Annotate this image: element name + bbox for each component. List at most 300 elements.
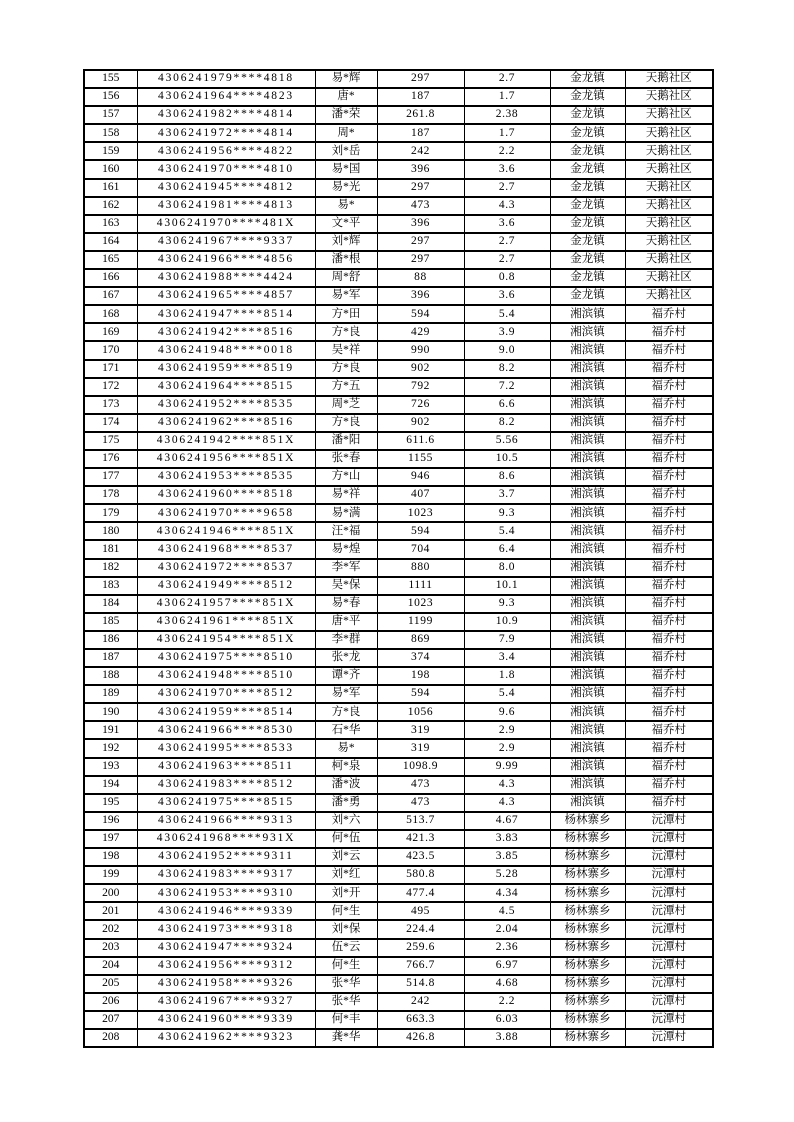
table-cell: 4306241975****8515 [137,794,315,812]
table-cell: 湘滨镇 [550,559,625,577]
table-cell: 福乔村 [625,414,713,432]
table-cell: 潘*阳 [315,432,377,450]
table-cell: 5.4 [464,522,550,540]
table-cell: 207 [84,1011,137,1029]
table-cell: 杨林寨乡 [550,993,625,1011]
table-cell: 611.6 [377,432,464,450]
table-row [84,540,713,558]
table-cell: 易*煌 [315,540,377,558]
table-cell: 175 [84,432,137,450]
table-cell: 易* [315,739,377,757]
table-cell: 湘滨镇 [550,685,625,703]
table-cell: 319 [377,739,464,757]
table-row [84,758,713,776]
table-cell: 178 [84,486,137,504]
table-cell: 4306241948****0018 [137,341,315,359]
table-cell: 4306241967****9327 [137,993,315,1011]
table-cell: 4306241962****9323 [137,1029,315,1047]
table-cell: 4.34 [464,884,550,902]
table-cell: 259.6 [377,939,464,957]
table-cell: 946 [377,468,464,486]
table-row [84,685,713,703]
table-cell: 191 [84,721,137,739]
table-cell: 174 [84,414,137,432]
table-cell: 湘滨镇 [550,305,625,323]
table-cell: 208 [84,1029,137,1047]
table-cell: 易* [315,197,377,215]
table-cell: 473 [377,794,464,812]
table-cell: 8.2 [464,360,550,378]
table-cell: 205 [84,975,137,993]
table-cell: 易*光 [315,179,377,197]
table-cell: 沅潭村 [625,884,713,902]
data-table [83,69,714,1048]
table-cell: 湘滨镇 [550,414,625,432]
table-cell: 1056 [377,703,464,721]
table-cell: 周*舒 [315,269,377,287]
table-cell: 8.6 [464,468,550,486]
table-cell: 福乔村 [625,468,713,486]
table-cell: 福乔村 [625,522,713,540]
table-cell: 4306241942****8516 [137,323,315,341]
table-cell: 297 [377,233,464,251]
table-cell: 湘滨镇 [550,631,625,649]
table-cell: 990 [377,341,464,359]
table-cell: 9.99 [464,758,550,776]
table-cell: 594 [377,685,464,703]
table-cell: 514.8 [377,975,464,993]
table-cell: 3.6 [464,215,550,233]
table-row [84,884,713,902]
table-cell: 189 [84,685,137,703]
table-cell: 1.8 [464,667,550,685]
table-cell: 天鹅社区 [625,251,713,269]
table-row [84,957,713,975]
table-cell: 199 [84,866,137,884]
table-row [84,215,713,233]
table-row [84,920,713,938]
table-row [84,269,713,287]
table-cell: 194 [84,776,137,794]
table-cell: 湘滨镇 [550,540,625,558]
table-cell: 湘滨镇 [550,667,625,685]
table-cell: 594 [377,522,464,540]
table-cell: 6.97 [464,957,550,975]
table-cell: 4306241970****4810 [137,160,315,178]
table-cell: 4306241995****8533 [137,739,315,757]
table-cell: 4306241946****851X [137,522,315,540]
table-cell: 2.2 [464,142,550,160]
table-row [84,305,713,323]
table-row [84,360,713,378]
table-cell: 杨林寨乡 [550,957,625,975]
table-cell: 福乔村 [625,450,713,468]
table-cell: 天鹅社区 [625,179,713,197]
table-cell: 方*良 [315,703,377,721]
table-cell: 刘*红 [315,866,377,884]
table-cell: 4306241960****9339 [137,1011,315,1029]
table-cell: 4306241954****851X [137,631,315,649]
table-cell: 柯*泉 [315,758,377,776]
table-cell: 湘滨镇 [550,758,625,776]
table-cell: 天鹅社区 [625,124,713,142]
table-cell: 4306241942****851X [137,432,315,450]
table-cell: 4306241952****8535 [137,396,315,414]
table-cell: 沅潭村 [625,939,713,957]
table-cell: 天鹅社区 [625,269,713,287]
table-cell: 477.4 [377,884,464,902]
table-cell: 天鹅社区 [625,287,713,305]
table-cell: 福乔村 [625,595,713,613]
table-row [84,70,713,88]
table-cell: 潘*波 [315,776,377,794]
table-cell: 刘*岳 [315,142,377,160]
table-cell: 福乔村 [625,486,713,504]
table-cell: 4306241947****8514 [137,305,315,323]
table-cell: 湘滨镇 [550,739,625,757]
table-cell: 湘滨镇 [550,323,625,341]
table-cell: 福乔村 [625,739,713,757]
table-cell: 580.8 [377,866,464,884]
table-cell: 198 [84,848,137,866]
table-cell: 182 [84,559,137,577]
table-cell: 473 [377,197,464,215]
table-cell: 4306241968****8537 [137,540,315,558]
table-row [84,160,713,178]
table-cell: 湘滨镇 [550,794,625,812]
table-cell: 4306241964****8515 [137,378,315,396]
table-cell: 206 [84,993,137,1011]
table-cell: 杨林寨乡 [550,939,625,957]
table-cell: 4306241962****8516 [137,414,315,432]
table-cell: 9.6 [464,703,550,721]
table-row [84,830,713,848]
table-cell: 242 [377,142,464,160]
table-cell: 湘滨镇 [550,450,625,468]
table-cell: 吴*保 [315,577,377,595]
table-cell: 金龙镇 [550,142,625,160]
table-cell: 421.3 [377,830,464,848]
table-cell: 湘滨镇 [550,613,625,631]
table-cell: 0.8 [464,269,550,287]
table-cell: 396 [377,160,464,178]
table-row [84,649,713,667]
table-cell: 155 [84,70,137,88]
table-row [84,124,713,142]
table-cell: 方*良 [315,360,377,378]
table-cell: 6.03 [464,1011,550,1029]
table-cell: 4306241956****9312 [137,957,315,975]
table-cell: 88 [377,269,464,287]
table-cell: 183 [84,577,137,595]
table-cell: 2.9 [464,721,550,739]
table-row [84,559,713,577]
table-cell: 4306241956****851X [137,450,315,468]
table-cell: 423.5 [377,848,464,866]
table-row [84,504,713,522]
table-cell: 福乔村 [625,432,713,450]
table-row [84,631,713,649]
table-cell: 天鹅社区 [625,160,713,178]
table-cell: 4306241947****9324 [137,939,315,957]
table-cell: 902 [377,360,464,378]
table-cell: 180 [84,522,137,540]
table-row [84,993,713,1011]
table-cell: 3.4 [464,649,550,667]
table-cell: 200 [84,884,137,902]
table-cell: 188 [84,667,137,685]
table-cell: 7.2 [464,378,550,396]
table-cell: 396 [377,215,464,233]
table-cell: 金龙镇 [550,88,625,106]
table-cell: 2.7 [464,179,550,197]
table-cell: 396 [377,287,464,305]
table-cell: 319 [377,721,464,739]
table-row [84,794,713,812]
table-cell: 1199 [377,613,464,631]
table-cell: 426.8 [377,1029,464,1047]
table-cell: 242 [377,993,464,1011]
table-row [84,776,713,794]
table-row [84,486,713,504]
table-cell: 4306241952****9311 [137,848,315,866]
table-cell: 4306241975****8510 [137,649,315,667]
table-cell: 湘滨镇 [550,703,625,721]
table-cell: 187 [84,649,137,667]
table-cell: 4306241946****9339 [137,902,315,920]
table-cell: 156 [84,88,137,106]
table-cell: 福乔村 [625,559,713,577]
table-cell: 190 [84,703,137,721]
table-cell: 金龙镇 [550,160,625,178]
table-cell: 4306241966****4856 [137,251,315,269]
table-cell: 沅潭村 [625,920,713,938]
table-cell: 何*生 [315,902,377,920]
table-cell: 187 [377,124,464,142]
table-cell: 杨林寨乡 [550,812,625,830]
table-cell: 福乔村 [625,794,713,812]
table-cell: 1155 [377,450,464,468]
table-cell: 4306241953****8535 [137,468,315,486]
table-cell: 福乔村 [625,360,713,378]
table-cell: 刘*保 [315,920,377,938]
table-cell: 金龙镇 [550,197,625,215]
table-cell: 方*良 [315,414,377,432]
table-cell: 杨林寨乡 [550,866,625,884]
table-cell: 193 [84,758,137,776]
table-cell: 沅潭村 [625,1029,713,1047]
table-cell: 2.7 [464,233,550,251]
table-cell: 金龙镇 [550,70,625,88]
table-cell: 福乔村 [625,758,713,776]
table-cell: 181 [84,540,137,558]
table-cell: 湘滨镇 [550,396,625,414]
table-cell: 4306241979****4818 [137,70,315,88]
table-cell: 172 [84,378,137,396]
table-cell: 7.9 [464,631,550,649]
table-cell: 刘*云 [315,848,377,866]
table-cell: 易*国 [315,160,377,178]
table-cell: 1023 [377,595,464,613]
table-cell: 4306241983****9317 [137,866,315,884]
table-cell: 10.5 [464,450,550,468]
table-cell: 167 [84,287,137,305]
table-cell: 福乔村 [625,305,713,323]
table-cell: 766.7 [377,957,464,975]
table-cell: 福乔村 [625,776,713,794]
table-cell: 天鹅社区 [625,142,713,160]
table-cell: 261.8 [377,106,464,124]
table-row [84,1029,713,1047]
table-row [84,866,713,884]
table-cell: 金龙镇 [550,233,625,251]
table-cell: 297 [377,179,464,197]
table-cell: 198 [377,667,464,685]
table-row [84,848,713,866]
table-cell: 湘滨镇 [550,486,625,504]
table-cell: 4.3 [464,197,550,215]
table-cell: 187 [377,88,464,106]
table-cell: 186 [84,631,137,649]
table-cell: 3.83 [464,830,550,848]
table-row [84,613,713,631]
table-cell: 金龙镇 [550,251,625,269]
table-cell: 374 [377,649,464,667]
table-cell: 福乔村 [625,721,713,739]
table-row [84,595,713,613]
table-row [84,450,713,468]
table-cell: 方*良 [315,323,377,341]
table-cell: 李*群 [315,631,377,649]
table-row [84,522,713,540]
table-cell: 179 [84,504,137,522]
table-cell: 869 [377,631,464,649]
table-cell: 163 [84,215,137,233]
table-cell: 297 [377,70,464,88]
table-cell: 金龙镇 [550,215,625,233]
table-cell: 4306241970****9658 [137,504,315,522]
table-cell: 4306241961****851X [137,613,315,631]
table-cell: 201 [84,902,137,920]
table-cell: 204 [84,957,137,975]
table-cell: 何*丰 [315,1011,377,1029]
table-cell: 方*山 [315,468,377,486]
table-cell: 4306241982****4814 [137,106,315,124]
table-cell: 594 [377,305,464,323]
table-cell: 663.3 [377,1011,464,1029]
table-cell: 5.56 [464,432,550,450]
table-cell: 潘*根 [315,251,377,269]
table-row [84,739,713,757]
table-cell: 297 [377,251,464,269]
table-cell: 湘滨镇 [550,776,625,794]
table-cell: 160 [84,160,137,178]
table-cell: 176 [84,450,137,468]
table-cell: 792 [377,378,464,396]
table-cell: 1.7 [464,88,550,106]
table-cell: 4306241959****8519 [137,360,315,378]
table-cell: 171 [84,360,137,378]
table-cell: 3.9 [464,323,550,341]
table-cell: 3.7 [464,486,550,504]
table-cell: 513.7 [377,812,464,830]
table-cell: 192 [84,739,137,757]
table-cell: 4306241970****8512 [137,685,315,703]
table-cell: 福乔村 [625,540,713,558]
table-cell: 福乔村 [625,613,713,631]
table-row [84,1011,713,1029]
table-cell: 湘滨镇 [550,649,625,667]
table-row [84,378,713,396]
table-cell: 石*华 [315,721,377,739]
table-row [84,939,713,957]
table-cell: 4306241945****4812 [137,179,315,197]
table-cell: 湘滨镇 [550,432,625,450]
table-cell: 4306241963****8511 [137,758,315,776]
table-row [84,468,713,486]
table-cell: 1098.9 [377,758,464,776]
table-cell: 4306241972****8537 [137,559,315,577]
table-cell: 4306241960****8518 [137,486,315,504]
table-cell: 726 [377,396,464,414]
table-cell: 2.36 [464,939,550,957]
table-cell: 易*满 [315,504,377,522]
table-row [84,323,713,341]
table-cell: 407 [377,486,464,504]
table-cell: 何*伍 [315,830,377,848]
table-cell: 易*军 [315,685,377,703]
table-cell: 704 [377,540,464,558]
table-cell: 天鹅社区 [625,233,713,251]
table-cell: 福乔村 [625,631,713,649]
table-cell: 谭*齐 [315,667,377,685]
table-cell: 10.1 [464,577,550,595]
table-cell: 166 [84,269,137,287]
table-cell: 龚*华 [315,1029,377,1047]
table-row [84,577,713,595]
table-cell: 1.7 [464,124,550,142]
table-cell: 杨林寨乡 [550,920,625,938]
table-cell: 195 [84,794,137,812]
table-cell: 4306241981****4813 [137,197,315,215]
table-cell: 沅潭村 [625,830,713,848]
table-cell: 4306241967****9337 [137,233,315,251]
table-cell: 473 [377,776,464,794]
table-cell: 湘滨镇 [550,577,625,595]
table-cell: 495 [377,902,464,920]
table-cell: 杨林寨乡 [550,1011,625,1029]
table-cell: 2.04 [464,920,550,938]
table-cell: 福乔村 [625,577,713,595]
table-cell: 张*春 [315,450,377,468]
table-cell: 张*华 [315,975,377,993]
table-cell: 4.5 [464,902,550,920]
table-cell: 4.3 [464,776,550,794]
table-row [84,197,713,215]
table-cell: 沅潭村 [625,993,713,1011]
table-cell: 165 [84,251,137,269]
table-cell: 4306241956****4822 [137,142,315,160]
table-cell: 5.4 [464,305,550,323]
table-cell: 周*芝 [315,396,377,414]
table-row [84,88,713,106]
table-row [84,287,713,305]
table-cell: 1111 [377,577,464,595]
table-cell: 福乔村 [625,649,713,667]
table-cell: 10.9 [464,613,550,631]
table-cell: 4306241966****9313 [137,812,315,830]
table-cell: 880 [377,559,464,577]
